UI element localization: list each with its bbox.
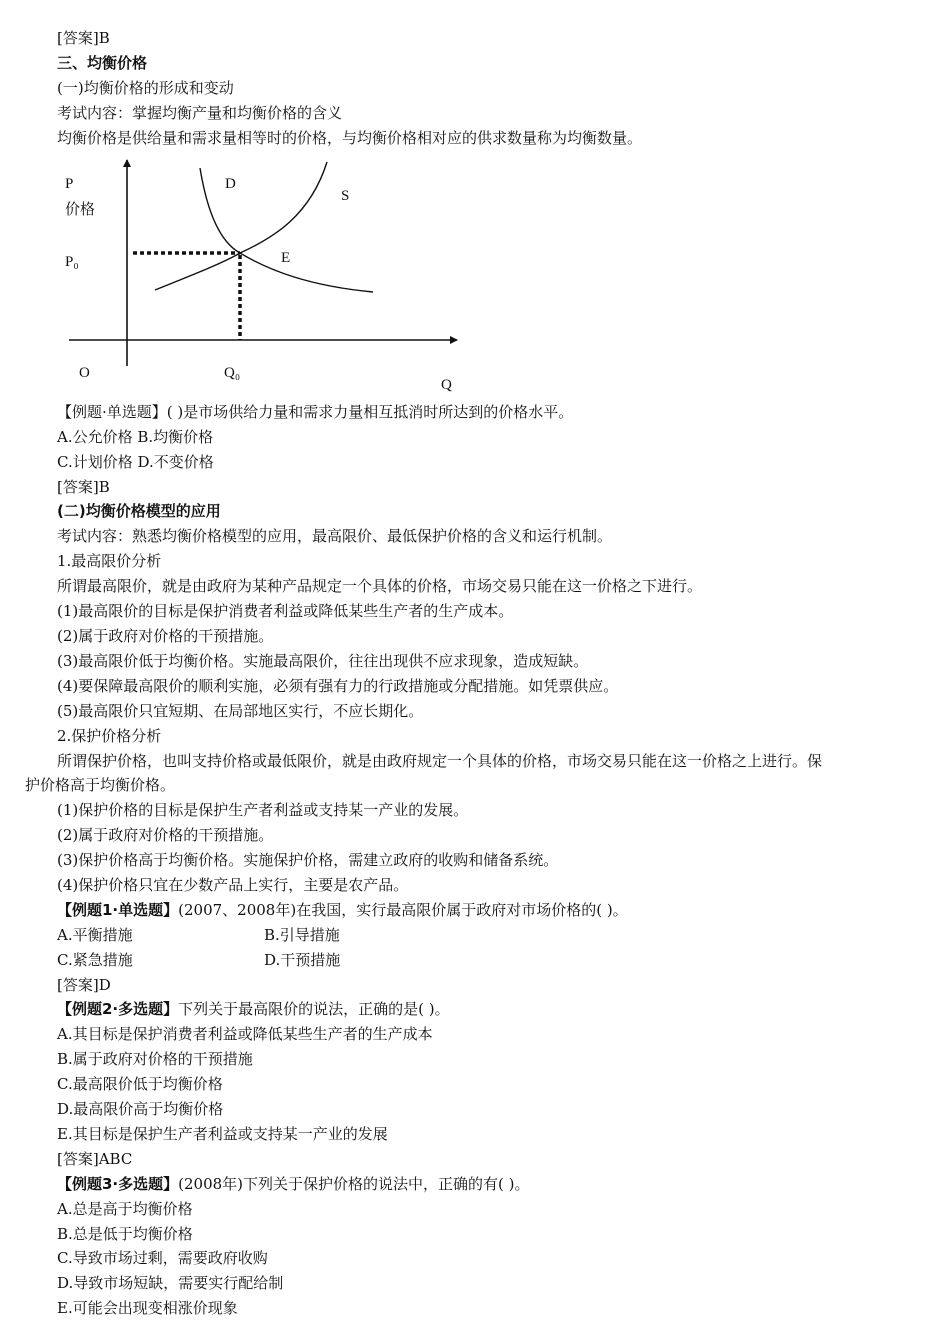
example3-option-b: B.总是低于均衡价格 xyxy=(57,1225,193,1243)
max-price-title: 1.最高限价分析 xyxy=(57,552,162,570)
protective-price-point-4: (4)保护价格只宜在少数产品上实行，主要是农产品。 xyxy=(57,876,409,894)
example2-tag: 【例题2·多选题】 xyxy=(57,1000,179,1018)
example2-option-c: C.最高限价低于均衡价格 xyxy=(57,1075,223,1093)
label-price: 价格 xyxy=(65,202,96,218)
example1-question-line xyxy=(57,900,628,920)
example2-question-line xyxy=(57,999,450,1019)
section-heading-equilibrium-price: 三、均衡价格 xyxy=(57,54,148,72)
subsection-model-application: (二)均衡价格模型的应用 xyxy=(57,502,221,520)
example2-option-a: A.其目标是保护消费者利益或降低某些生产者的生产成本 xyxy=(57,1025,433,1043)
example2-answer: [答案]ABC xyxy=(57,1150,133,1168)
example-options-cd: C.计划价格 D.不变价格 xyxy=(57,453,214,471)
answer-prev: [答案]B xyxy=(57,29,110,47)
example1-tag: 【例题1·单选题】 xyxy=(57,901,179,919)
example2-option-e: E.其目标是保护生产者利益或支持某一产业的发展 xyxy=(57,1125,388,1143)
max-price-definition: 所谓最高限价，就是由政府为某种产品规定一个具体的价格，市场交易只能在这一价格之下进行。 xyxy=(57,577,703,595)
protective-price-definition-line2: 护价格高于均衡价格。 xyxy=(25,776,176,794)
example1-options-row2 xyxy=(57,950,341,970)
label-d: D xyxy=(225,176,236,192)
example-options-ab: A.公允价格 B.均衡价格 xyxy=(57,428,214,446)
max-price-point-3: (3)最高限价低于均衡价格。实施最高限价，往往出现供不应求现象，造成短缺。 xyxy=(57,652,589,670)
exam-content-1: 考试内容：掌握均衡产量和均衡价格的含义 xyxy=(57,104,343,122)
label-s: S xyxy=(341,188,350,204)
example1-answer: [答案]D xyxy=(57,976,111,994)
max-price-point-4: (4)要保障最高限价的顺利实施，必须有强有力的行政措施或分配措施。如凭票供应。 xyxy=(57,677,619,695)
protective-price-definition-line1: 所谓保护价格，也叫支持价格或最低限价，就是由政府规定一个具体的价格，市场交易只能在这一价格之上进行。保 xyxy=(57,752,823,770)
example1-option-c: C.紧急措施 xyxy=(57,951,133,969)
example3-question: (2008年)下列关于保护价格的说法中，正确的有( )。 xyxy=(178,1175,530,1193)
max-price-point-1: (1)最高限价的目标是保护消费者利益或降低某些生产者的生产成本。 xyxy=(57,602,514,620)
label-p0: P₀ xyxy=(65,254,79,270)
label-q: Q xyxy=(441,377,452,393)
label-o: O xyxy=(79,365,90,381)
example1-option-b: B.引导措施 xyxy=(264,926,340,944)
supply-demand-graph xyxy=(55,156,475,398)
example3-option-d: D.导致市场短缺，需要实行配给制 xyxy=(57,1274,284,1292)
example3-option-e: E.可能会出现变相涨价现象 xyxy=(57,1299,238,1317)
label-p: P xyxy=(65,176,74,192)
label-e: E xyxy=(281,250,291,266)
protective-price-point-3: (3)保护价格高于均衡价格。实施保护价格，需建立政府的收购和储备系统。 xyxy=(57,851,559,869)
exam-content-2: 考试内容：熟悉均衡价格模型的应用，最高限价、最低保护价格的含义和运行机制。 xyxy=(57,527,613,545)
example1-options-row1 xyxy=(57,925,340,945)
example3-option-a: A.总是高于均衡价格 xyxy=(57,1200,193,1218)
subsection-formation: (一)均衡价格的形成和变动 xyxy=(57,79,234,97)
example2-question: 下列关于最高限价的说法，正确的是( )。 xyxy=(178,1000,450,1018)
protective-price-point-1: (1)保护价格的目标是保护生产者利益或支持某一产业的发展。 xyxy=(57,801,469,819)
max-price-point-5: (5)最高限价只宜短期、在局部地区实行，不应长期化。 xyxy=(57,702,424,720)
label-q0: Q₀ xyxy=(224,365,241,381)
example1-option-a: A.平衡措施 xyxy=(57,926,133,944)
example2-option-b: B.属于政府对价格的干预措施 xyxy=(57,1050,253,1068)
example3-option-c: C.导致市场过剩，需要政府收购 xyxy=(57,1249,268,1267)
example-question: 【例题·单选题】( )是市场供给力量和需求力量相互抵消时所达到的价格水平。 xyxy=(57,403,574,421)
example3-tag: 【例题3·多选题】 xyxy=(57,1175,179,1193)
example1-option-d: D.干预措施 xyxy=(264,951,341,969)
max-price-point-2: (2)属于政府对价格的干预措施。 xyxy=(57,627,274,645)
example2-option-d: D.最高限价高于均衡价格 xyxy=(57,1100,224,1118)
example1-question: (2007、2008年)在我国，实行最高限价属于政府对市场价格的( )。 xyxy=(178,901,628,919)
protective-price-point-2: (2)属于政府对价格的干预措施。 xyxy=(57,826,274,844)
protective-price-title: 2.保护价格分析 xyxy=(57,727,162,745)
example-answer: [答案]B xyxy=(57,478,110,496)
example3-question-line xyxy=(57,1174,530,1194)
equilibrium-definition: 均衡价格是供给量和需求量相等时的价格，与均衡价格相对应的供求数量称为均衡数量。 xyxy=(57,129,643,147)
